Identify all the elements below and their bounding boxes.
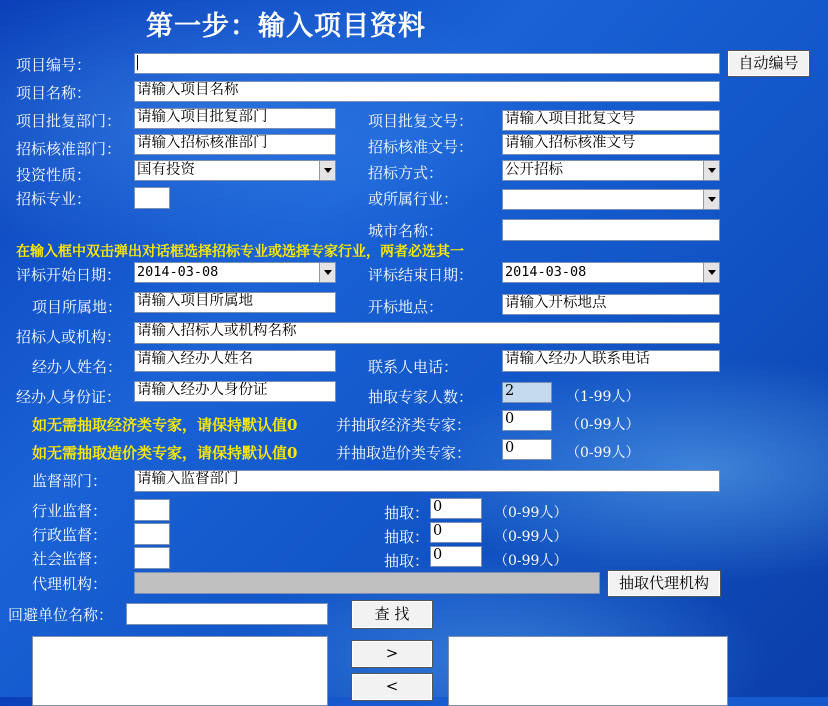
chevron-down-icon[interactable] xyxy=(319,263,335,282)
supervision-hint: （0-99人） xyxy=(494,529,568,545)
bid-approval-doc-label: 招标核准文号： xyxy=(368,138,474,156)
chevron-down-icon[interactable] xyxy=(703,190,719,209)
specialty-label: 招标专业： xyxy=(16,190,92,208)
supervision-input[interactable] xyxy=(134,523,170,545)
supervision-draw-label: 抽取： xyxy=(384,504,430,522)
cost-notice: 如无需抽取造价类专家，请保持默认值0 xyxy=(32,444,298,462)
candidate-list[interactable] xyxy=(32,636,328,706)
start-date-select[interactable] xyxy=(134,262,336,283)
investment-label: 投资性质： xyxy=(16,166,92,184)
agent-id-label: 经办人身份证： xyxy=(16,388,122,406)
supervision-input[interactable] xyxy=(134,547,170,569)
city-input[interactable] xyxy=(502,219,720,241)
phone-input[interactable]: 请输入经办人联系电话 xyxy=(502,350,720,372)
cost-label: 并抽取造价类专家： xyxy=(336,444,472,462)
text-cursor xyxy=(137,55,138,70)
start-date-label: 评标开始日期： xyxy=(16,266,122,284)
bid-method-select[interactable] xyxy=(502,160,720,181)
bid-approval-dept-label: 招标核准部门： xyxy=(16,140,122,158)
supervise-dept-input[interactable]: 请输入监督部门 xyxy=(134,470,720,492)
avoid-unit-input[interactable] xyxy=(126,603,328,625)
search-button[interactable]: 查 找 xyxy=(352,601,432,628)
supervision-draw-input[interactable]: 0 xyxy=(430,522,482,543)
avoid-unit-label: 回避单位名称： xyxy=(8,606,114,624)
bid-approval-dept-input[interactable]: 请输入招标核准部门 xyxy=(134,134,336,155)
open-location-input[interactable]: 请输入开标地点 xyxy=(502,294,720,315)
supervision-hint: （0-99人） xyxy=(494,553,568,569)
expert-count-hint: （1-99人） xyxy=(566,389,640,405)
approval-dept-label: 项目批复部门： xyxy=(16,112,122,130)
investment-value: 国有投资 xyxy=(137,162,195,178)
project-name-label: 项目名称： xyxy=(16,84,92,102)
agency-label: 代理机构： xyxy=(32,575,108,593)
agent-name-input[interactable]: 请输入经办人姓名 xyxy=(134,350,336,372)
chevron-down-icon[interactable] xyxy=(703,161,719,180)
phone-label: 联系人电话： xyxy=(368,358,459,376)
end-date-select[interactable] xyxy=(502,262,720,283)
econ-count-input[interactable]: 0 xyxy=(502,410,552,431)
bid-approval-doc-input[interactable]: 请输入招标核准文号 xyxy=(502,134,720,155)
supervision-label: 行业监督： xyxy=(32,502,108,520)
open-location-label: 开标地点： xyxy=(368,298,444,316)
expert-count-input[interactable]: 2 xyxy=(502,382,552,403)
auto-number-button[interactable]: 自动编号 xyxy=(728,51,809,76)
econ-label: 并抽取经济类专家： xyxy=(336,416,472,434)
approval-dept-input[interactable]: 请输入项目批复部门 xyxy=(134,108,336,129)
move-right-button[interactable]: > xyxy=(352,641,432,667)
start-date-value: 2014-03-08 xyxy=(137,264,219,280)
end-date-label: 评标结束日期： xyxy=(368,266,474,284)
location-input[interactable]: 请输入项目所属地 xyxy=(134,292,336,313)
econ-notice: 如无需抽取经济类专家，请保持默认值0 xyxy=(32,416,298,434)
end-date-value: 2014-03-08 xyxy=(505,264,587,280)
page-title: 第一步：输入项目资料 xyxy=(146,11,426,42)
project-no-input[interactable] xyxy=(134,53,720,74)
move-left-button[interactable]: < xyxy=(352,674,432,700)
cost-hint: （0-99人） xyxy=(566,445,640,461)
approval-doc-label: 项目批复文号： xyxy=(368,112,474,130)
bid-method-value: 公开招标 xyxy=(505,162,563,178)
supervision-input[interactable] xyxy=(134,499,170,521)
supervision-label: 社会监督： xyxy=(32,550,108,568)
agency-input[interactable] xyxy=(134,572,600,594)
industry-label: 或所属行业： xyxy=(368,190,459,208)
draw-agency-button[interactable]: 抽取代理机构 xyxy=(608,571,720,596)
project-name-input[interactable]: 请输入项目名称 xyxy=(134,81,720,102)
supervision-draw-input[interactable]: 0 xyxy=(430,546,482,567)
approval-doc-input[interactable]: 请输入项目批复文号 xyxy=(502,110,720,131)
project-no-label: 项目编号： xyxy=(16,56,92,74)
supervise-dept-label: 监督部门： xyxy=(32,472,108,490)
chevron-down-icon[interactable] xyxy=(319,161,335,180)
industry-select[interactable] xyxy=(502,189,720,210)
supervision-draw-label: 抽取： xyxy=(384,552,430,570)
specialty-input[interactable] xyxy=(134,187,170,209)
supervision-label: 行政监督： xyxy=(32,526,108,544)
supervision-draw-input[interactable]: 0 xyxy=(430,498,482,519)
tenderer-input[interactable]: 请输入招标人或机构名称 xyxy=(134,322,720,344)
expert-count-label: 抽取专家人数： xyxy=(368,388,474,406)
supervision-hint: （0-99人） xyxy=(494,505,568,521)
chevron-down-icon[interactable] xyxy=(703,263,719,282)
tenderer-label: 招标人或机构： xyxy=(16,328,122,346)
supervision-draw-label: 抽取： xyxy=(384,528,430,546)
agent-name-label: 经办人姓名： xyxy=(32,358,123,376)
cost-count-input[interactable]: 0 xyxy=(502,439,552,460)
selected-list[interactable] xyxy=(448,636,728,706)
bid-method-label: 招标方式： xyxy=(368,164,444,182)
investment-select[interactable] xyxy=(134,160,336,181)
notice-text: 在输入框中双击弹出对话框选择招标专业或选择专家行业，两者必选其一 xyxy=(16,244,464,260)
city-label: 城市名称： xyxy=(368,222,444,240)
location-label: 项目所属地： xyxy=(32,298,123,316)
agent-id-input[interactable]: 请输入经办人身份证 xyxy=(134,381,336,402)
econ-hint: （0-99人） xyxy=(566,417,640,433)
